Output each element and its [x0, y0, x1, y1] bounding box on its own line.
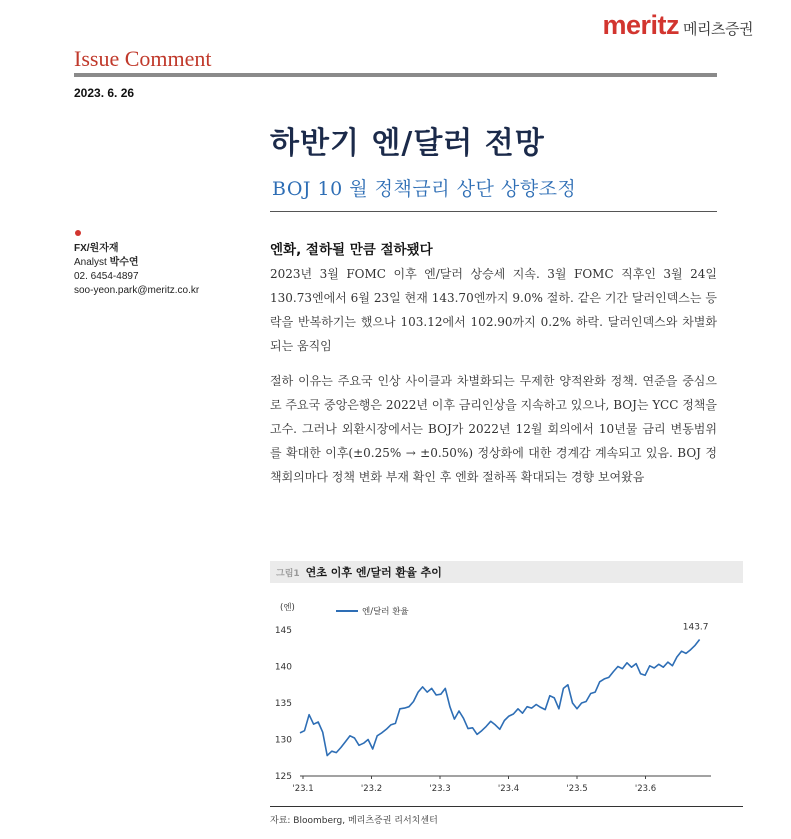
y-tick-label: 130: [274, 735, 292, 746]
figure-header: [270, 561, 743, 583]
report-date: 2023. 6. 26: [74, 86, 135, 100]
analyst-role: Analyst: [74, 257, 107, 268]
y-tick-label: 125: [274, 772, 292, 782]
series-title: Issue Comment: [74, 46, 212, 71]
bullet-dot-icon: [75, 230, 81, 236]
section-heading: 엔화, 절하될 만큼 절하됐다: [270, 242, 433, 258]
series-line-usdjpy: [300, 640, 700, 756]
logo-wordmark: meritz: [602, 10, 680, 40]
analyst-info: [74, 242, 199, 298]
y-axis-unit: (엔): [280, 603, 295, 613]
body-paragraph-1: 2023년 3월 FOMC 이후 엔/달러 상승세 지속. 3월 FOMC 직후인 3월 24일 130.73엔에서 6월 23일 현재 143.70엔까지 9.0% 절하. 같은 기간 달러인덱스는 등락을 반복하기는 했으나 103.12에서 102.90까지 0.2% 하락. 달러인덱스와 차별화되는 움직임: [270, 267, 717, 353]
y-tick-label: 135: [274, 699, 292, 709]
x-tick-label: '23.2: [360, 784, 383, 794]
figure-source: 자료: Bloomberg, 메리츠증권 리서치센터: [270, 816, 438, 826]
analyst-email[interactable]: soo-yeon.park@meritz.co.kr: [74, 285, 200, 296]
end-value-label: 143.7: [682, 622, 709, 633]
company-logo: [603, 10, 753, 41]
x-tick-label: '23.5: [566, 784, 588, 794]
y-tick-label: 145: [274, 626, 292, 636]
x-tick-label: '23.4: [497, 784, 520, 794]
usd-jpy-line-chart: [270, 590, 730, 802]
y-tick-label: 140: [274, 662, 292, 673]
report-title: 하반기 엔/달러 전망: [270, 126, 545, 161]
x-tick-label: '23.1: [292, 784, 314, 794]
x-tick-label: '23.3: [429, 784, 451, 794]
legend-label: 엔/달러 환율: [362, 607, 409, 617]
source-divider: [270, 806, 743, 807]
figure-title: 연초 이후 엔/달러 환율 추이: [305, 566, 442, 579]
header-divider: [74, 73, 717, 77]
body-paragraph-2: 절하 이유는 주요국 인상 사이클과 차별화되는 무제한 양적완화 정책. 연준을 중심으로 주요국 중앙은행은 2022년 이후 금리인상을 지속하고 있으나, BOJ는 YCC 정책을 고수. 그러나 외환시장에서는 BOJ가 2022년 12월 회의에서 10년물 금리 변동범위를 확대한 이후(±0.25% → ±0.50%) 정상화에 대한 경계감 계속되고 있음. BOJ 정책회의마다 정책 변화 부재 확인 후 엔화 절하폭 확대되는 경향 보여왔음: [270, 374, 717, 484]
analyst-line: [74, 256, 199, 270]
logo-korean-name: 메리츠증권: [683, 20, 753, 38]
x-tick-label: '23.6: [634, 784, 657, 794]
figure-label: 그림1: [276, 568, 300, 579]
analyst-phone: 02. 6454-4897: [74, 271, 139, 282]
analyst-name: 박수연: [109, 257, 139, 268]
analyst-dept: FX/원자재: [74, 243, 119, 254]
title-divider: [270, 211, 717, 212]
report-subtitle: BOJ 10 월 정책금리 상단 상향조정: [272, 178, 577, 200]
